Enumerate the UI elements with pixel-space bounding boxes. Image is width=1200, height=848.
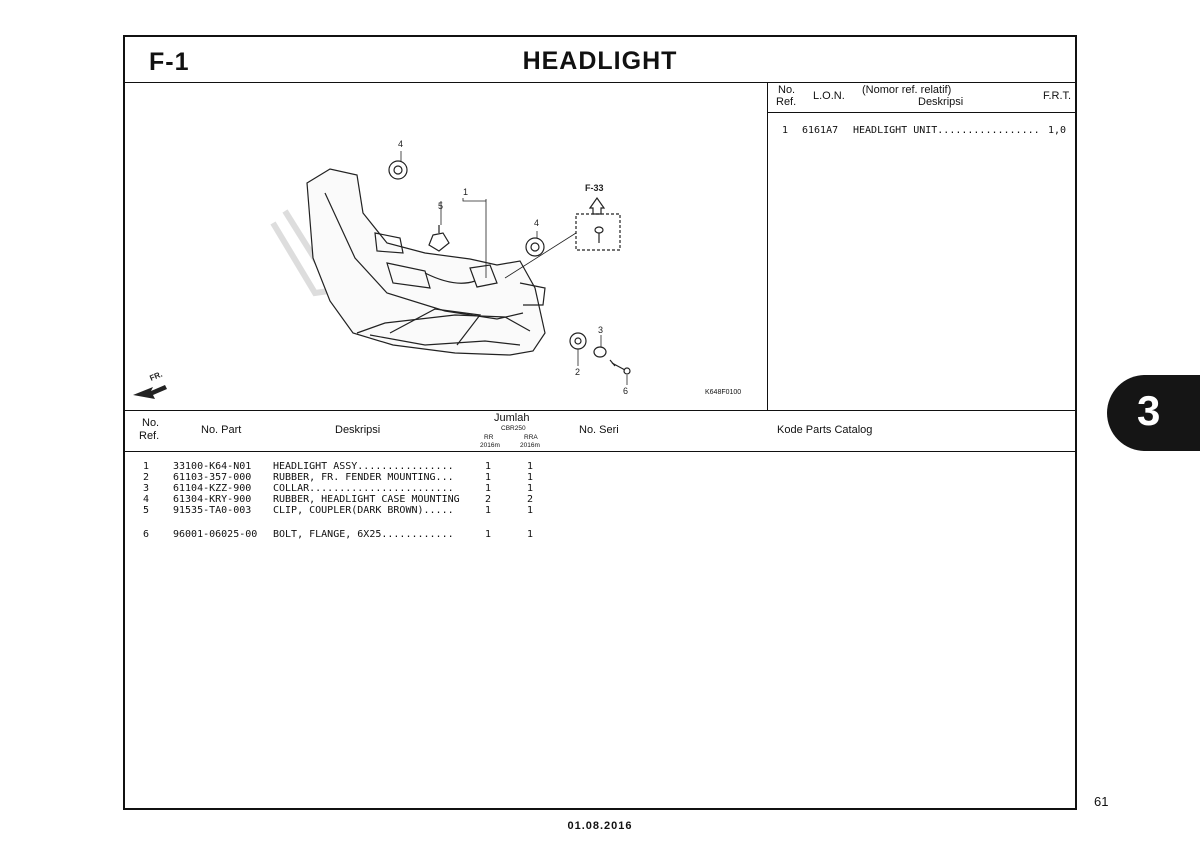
row-ref: 5: [143, 505, 150, 516]
bolt-icon: [610, 360, 630, 374]
callout-1: 1: [463, 187, 469, 197]
row-description: RUBBER, HEADLIGHT CASE MOUNTING: [273, 494, 460, 505]
row-qty-rra: 1: [527, 529, 534, 540]
row-qty-rr: 1: [485, 529, 492, 540]
title-bar: [125, 37, 1075, 83]
col-no-part-label: No. Part: [201, 424, 242, 436]
col-jumlah-label: Jumlah: [494, 412, 530, 424]
table-row: [125, 472, 1075, 483]
col-rr-label: RR: [484, 434, 494, 441]
row-ref: 1: [143, 461, 150, 472]
frt-desc-label-2: Deskripsi: [918, 96, 964, 108]
callout-4: 4: [534, 218, 540, 228]
row-qty-rra: 1: [527, 505, 534, 516]
screw-icon: [595, 227, 603, 243]
row-qty-rr: 1: [485, 461, 492, 472]
chapter-tab: [1107, 375, 1200, 451]
row-part-number: 96001-06025-00: [173, 529, 258, 540]
row-qty-rr: 1: [485, 505, 492, 516]
callout-4: 4: [398, 139, 404, 149]
section-code: F-1: [149, 48, 190, 76]
frt-no-label: No.: [778, 84, 796, 96]
parts-table-header: [125, 410, 1075, 452]
row-part-number: 61103-357-000: [173, 472, 252, 483]
table-row: [125, 494, 1075, 505]
col-deskripsi-label: Deskripsi: [335, 424, 381, 436]
table-row: [125, 505, 1075, 516]
row-ref: 4: [143, 494, 150, 505]
frt-ref-label: Ref.: [776, 96, 797, 108]
row-qty-rra: 2: [527, 494, 534, 505]
rubber-mount-icon: [526, 238, 544, 256]
clip-icon: [429, 225, 449, 251]
row-part-number: 61304-KRY-900: [173, 494, 252, 505]
frt-table-header: [768, 83, 1077, 113]
row-ref: 6: [143, 529, 150, 540]
col-no-label: No.: [142, 417, 160, 429]
collar-icon: [594, 347, 606, 357]
reference-dashed-box: [576, 214, 620, 250]
table-row: [125, 461, 1075, 472]
row-qty-rr: 2: [485, 494, 492, 505]
callout-5: 5: [438, 201, 444, 211]
col-rra-label: RRA: [524, 434, 538, 441]
frt-row-time: 1,0: [1048, 125, 1067, 136]
frt-frt-label: F.R.T.: [1043, 90, 1072, 102]
col-rra-year: 2016m: [520, 442, 540, 449]
up-arrow-icon: [590, 198, 604, 214]
footer-date: 01.08.2016: [567, 820, 633, 832]
col-no-seri-label: No. Seri: [579, 424, 619, 436]
frt-row-desc: HEADLIGHT UNIT.................: [853, 125, 1040, 136]
row-part-number: 91535-TA0-003: [173, 505, 252, 516]
frt-lon-label: L.O.N.: [813, 90, 845, 102]
row-ref: 3: [143, 483, 150, 494]
row-qty-rra: 1: [527, 483, 534, 494]
page-title: HEADLIGHT: [522, 47, 678, 75]
row-ref: 2: [143, 472, 150, 483]
col-rr-year: 2016m: [480, 442, 500, 449]
frt-desc-label-1: (Nomor ref. relatif): [862, 84, 952, 96]
row-part-number: 33100-K64-N01: [173, 461, 252, 472]
row-description: RUBBER, FR. FENDER MOUNTING...: [273, 472, 454, 483]
row-qty-rr: 1: [485, 483, 492, 494]
frt-row-lon: 6161A7: [802, 125, 839, 136]
col-kode-label: Kode Parts Catalog: [777, 424, 873, 436]
catalog-page-frame: [123, 35, 1077, 810]
diagram-code: K648F0100: [705, 389, 742, 396]
row-qty-rr: 1: [485, 472, 492, 483]
headlight-unit-drawing: [307, 169, 545, 355]
table-row: [125, 529, 1075, 540]
rubber-fender-mount-icon: [570, 333, 586, 349]
chapter-number: 3: [1137, 387, 1161, 434]
rubber-mount-icon: [389, 161, 407, 179]
callout-2: 2: [575, 367, 581, 377]
callout-3: 3: [598, 325, 604, 335]
col-model-label: CBR250: [501, 425, 526, 432]
page-number: 61: [1094, 794, 1109, 809]
col-ref-label: Ref.: [139, 430, 160, 442]
frt-table: [768, 83, 1077, 410]
front-direction-arrow-icon: [133, 385, 167, 399]
row-description: HEADLIGHT ASSY................: [273, 461, 454, 472]
row-description: COLLAR........................: [273, 483, 454, 494]
front-label: FR.: [148, 369, 164, 383]
reference-label: F-33: [585, 183, 604, 193]
frt-row-ref: 1: [782, 125, 789, 136]
row-part-number: 61104-KZZ-900: [173, 483, 252, 494]
row-qty-rra: 1: [527, 472, 534, 483]
row-description: BOLT, FLANGE, 6X25............: [273, 529, 454, 540]
row-description: CLIP, COUPLER(DARK BROWN).....: [273, 505, 454, 516]
callout-6: 6: [623, 386, 629, 396]
headlight-diagram-drawing: [125, 83, 768, 410]
table-row: [125, 483, 1075, 494]
exploded-diagram: [125, 83, 768, 410]
row-qty-rra: 1: [527, 461, 534, 472]
